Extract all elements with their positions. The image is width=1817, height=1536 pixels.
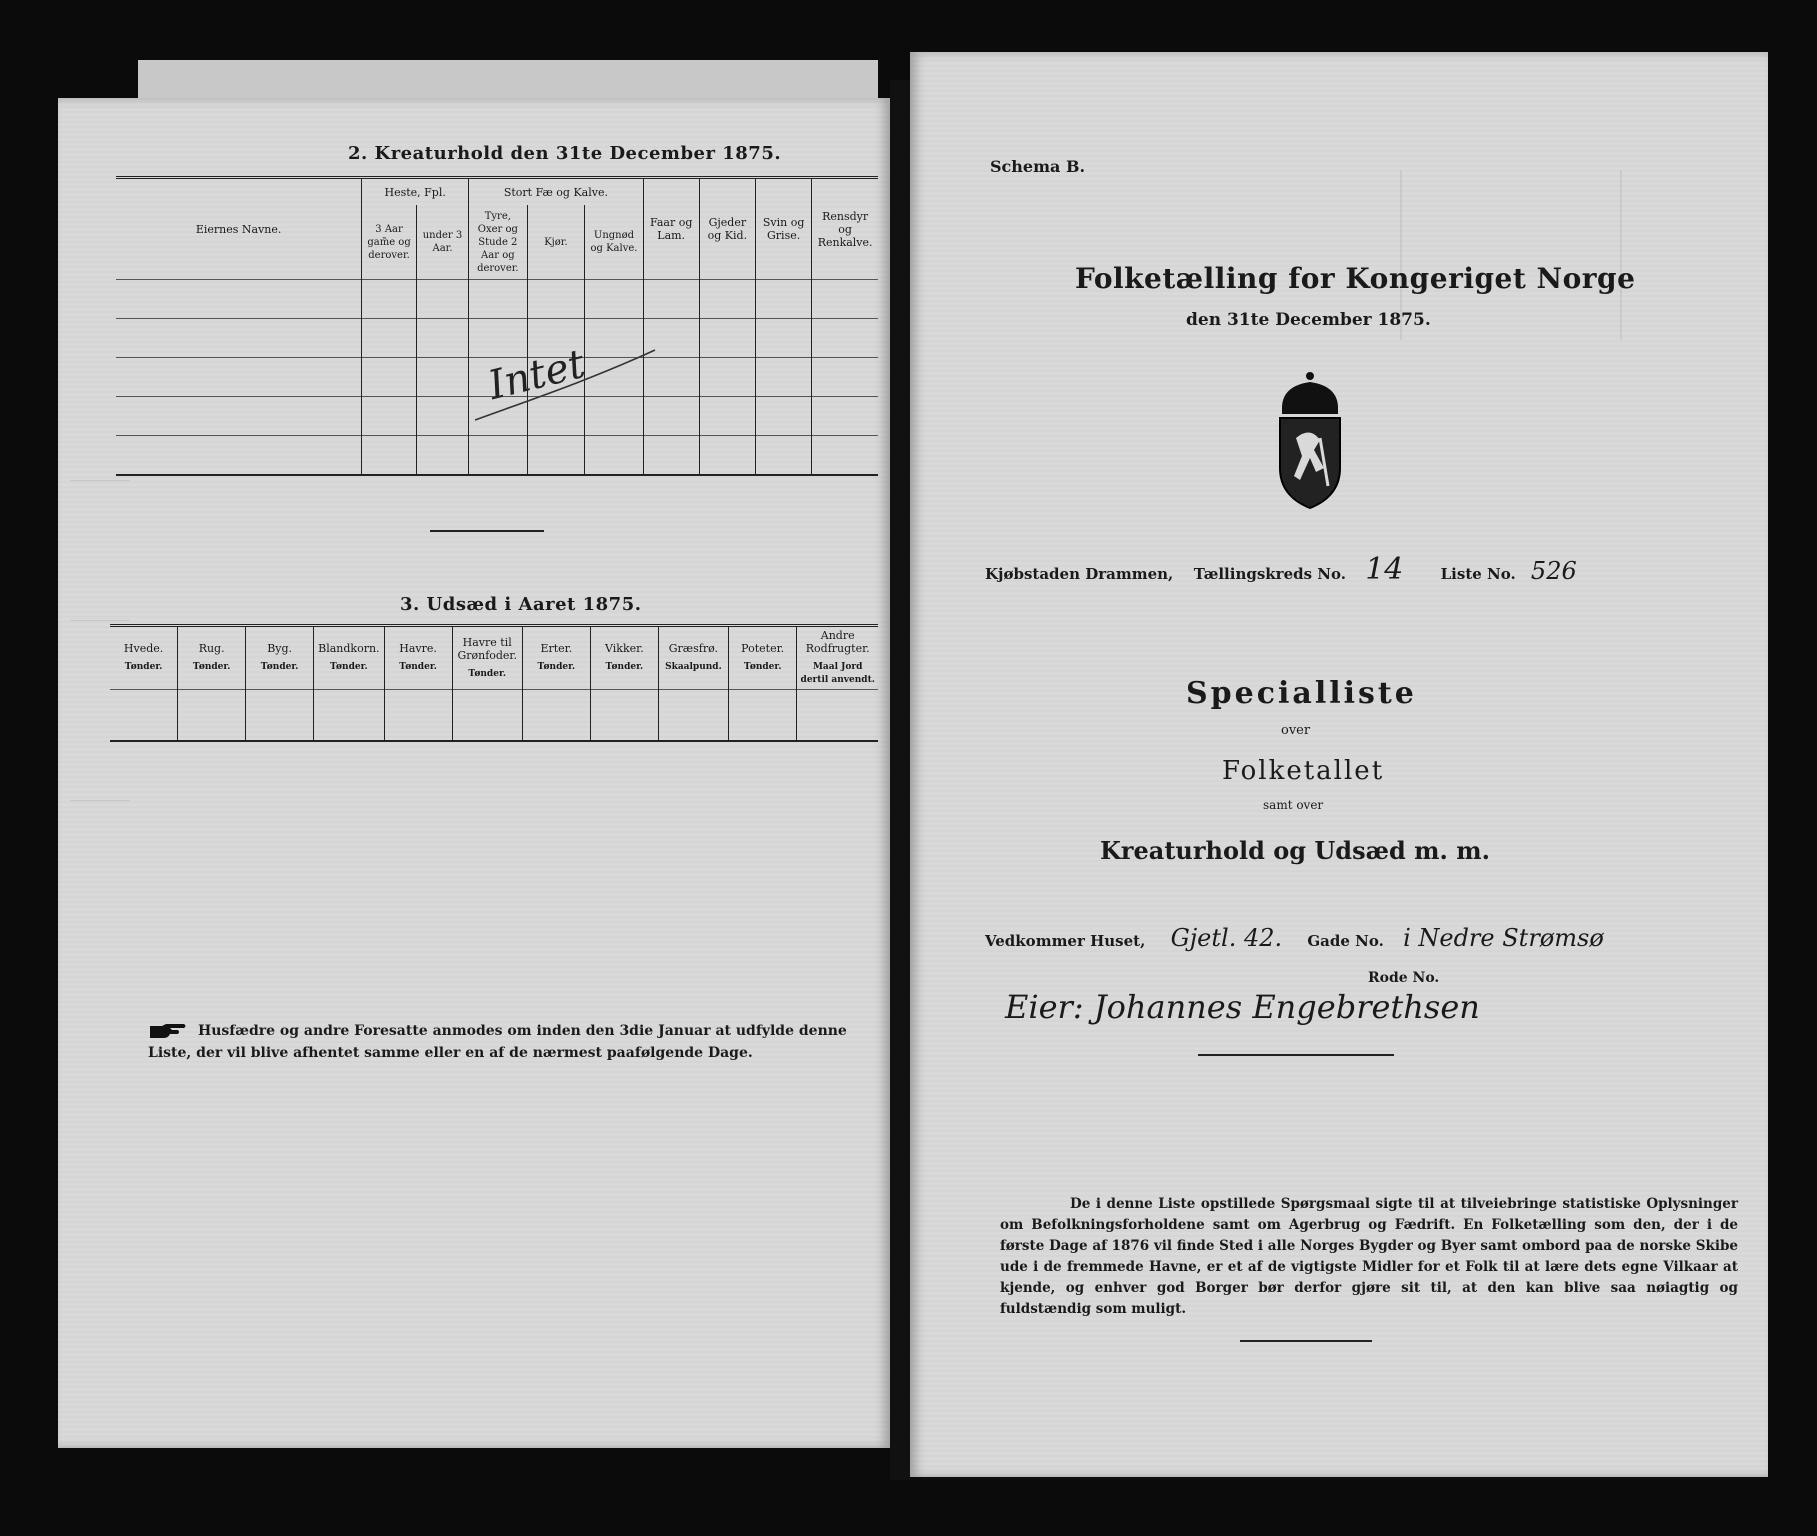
header-pigs: Svin og Grise.: [756, 178, 812, 280]
book-gutter: [890, 80, 910, 1480]
schema-label: Schema B.: [990, 157, 1086, 176]
seed-column-header: [797, 626, 878, 690]
header-reindeer: Rensdyr og Renkalve.: [812, 178, 878, 280]
seed-column-name: Vikker.: [605, 642, 644, 655]
seed-column-name: Poteter.: [741, 642, 785, 655]
seed-column-unit: Tønder.: [605, 662, 644, 672]
main-title: Folketælling for Kongeriget Norge: [1075, 262, 1636, 295]
handwritten-stroke: [470, 290, 670, 430]
seed-header-row: [110, 626, 878, 690]
seed-column-unit: Tønder.: [192, 662, 231, 672]
seed-column-unit: Tønder.: [124, 662, 163, 672]
seed-column-unit: Skaalpund.: [665, 662, 722, 672]
table-row: [110, 690, 878, 742]
seed-column-name: Græsfrø.: [668, 642, 719, 655]
header-horses-young: under 3 Aar.: [416, 205, 468, 280]
seed-column-header: [314, 626, 385, 690]
seed-empty-cell: [384, 690, 452, 742]
notice-text: [148, 1020, 868, 1064]
seed-column-header: [658, 626, 728, 690]
folketallet-heading: Folketallet: [1222, 756, 1385, 786]
seed-column-header: [384, 626, 452, 690]
section3-title: 3. Udsæd i Aaret 1875.: [400, 594, 642, 615]
title-date: den 31te December 1875.: [1186, 310, 1431, 330]
seed-column-unit: Tønder.: [330, 662, 368, 672]
separator-line: [1198, 1054, 1394, 1056]
house-value: Gjetl. 42.: [1170, 924, 1283, 952]
bleed-through-line: [70, 620, 130, 621]
list-value: 526: [1530, 557, 1577, 585]
gade-value: i Nedre Strømsø: [1403, 924, 1604, 952]
seed-column-name: Havre.: [399, 642, 437, 655]
special-list-heading: Specialliste: [1186, 676, 1417, 711]
seed-empty-cell: [110, 690, 178, 742]
seed-column-header: [110, 626, 178, 690]
seed-column-unit: Tønder.: [399, 662, 437, 672]
seed-column-name: Rug.: [198, 642, 225, 655]
seed-column-unit: Tønder.: [743, 662, 782, 672]
seed-empty-cell: [590, 690, 658, 742]
seed-column-name: Havre til Grønfoder.: [457, 635, 517, 662]
header-sheep: Faar og Lam.: [643, 178, 699, 280]
seed-table: [110, 624, 878, 742]
district-value: 14: [1365, 552, 1404, 587]
notice-body: Husfædre og andre Foresatte anmodes om inden den 3die Januar at udfylde denne Liste, der vil blive afhentet samme eller en af de nærmest paafølgende Dage.: [148, 1023, 847, 1061]
seed-column-header: [728, 626, 797, 690]
header-bulls: Tyre, Oxer og Stude 2 Aar og derover.: [469, 205, 527, 280]
seed-column-header: [246, 626, 314, 690]
header-goats: Gjeder og Kid.: [699, 178, 755, 280]
seed-column-unit: Maal Jord dertil anvendt.: [800, 662, 875, 685]
rode-label: Rode No.: [1368, 970, 1440, 986]
seed-column-name: Blandkorn.: [318, 642, 380, 655]
samt-over-text: samt over: [1263, 798, 1324, 812]
seed-column-header: [522, 626, 590, 690]
handwritten-entry-text: Intet: [483, 340, 590, 410]
seed-empty-cell: [246, 690, 314, 742]
table-row: [116, 436, 878, 476]
city-district-line: [985, 552, 1577, 587]
header-cattle: Stort Fæ og Kalve.: [469, 178, 644, 206]
gade-label: Gade No.: [1307, 932, 1384, 950]
seed-empty-cell: [452, 690, 522, 742]
seed-column-header: [178, 626, 246, 690]
separator-line: [430, 530, 544, 532]
bleed-through-line: [70, 480, 130, 481]
district-label: Tællingskreds No.: [1193, 565, 1346, 583]
separator-line: [1240, 1340, 1372, 1342]
house-label: Vedkommer Huset,: [985, 932, 1146, 950]
seed-column-unit: Tønder.: [260, 662, 299, 672]
bleed-through-line: [1620, 170, 1622, 340]
header-cows: Kjør.: [527, 205, 585, 280]
seed-column-name: Erter.: [540, 642, 573, 655]
header-horses-old: 3 Aar gam̃e og derover.: [362, 205, 417, 280]
coat-of-arms-icon: [1270, 368, 1350, 513]
seed-column-name: Byg.: [267, 642, 293, 655]
explanatory-paragraph: De i denne Liste opstillede Spørgsmaal sigte til at tilveiebringe statistiske Oplysninger om Befolkningsforholdene samt om Agerbrug og Fædrift. En Folketælling som den, der i de første Dage af 1876 vil finde Sted i alle Norges Bygder og Byer samt ombord paa de norske Skibe ude i de fremmede Havne, er et af de vigtigste Midler for et Folk til at lære dets egne Vilkaar at kjende, og enhver god Borger bør derfor gjøre sit til, at den kan blive saa nøiagtig og fuldstændig som muligt.: [1000, 1196, 1738, 1317]
city-label: Kjøbstaden Drammen,: [985, 565, 1174, 583]
header-horses: Heste, Fpl.: [362, 178, 469, 206]
bleed-through-line: [70, 800, 130, 801]
seed-column-name: Hvede.: [123, 642, 164, 655]
seed-column-name: Andre Rodfrugter.: [805, 629, 870, 655]
kreaturhold-heading: Kreaturhold og Udsæd m. m.: [1100, 836, 1490, 865]
seed-column-unit: Tønder.: [537, 662, 576, 672]
seed-column-header: [452, 626, 522, 690]
seed-empty-cell: [522, 690, 590, 742]
seed-empty-cell: [728, 690, 797, 742]
seed-empty-cell: [797, 690, 878, 742]
seed-empty-cell: [178, 690, 246, 742]
list-label: Liste No.: [1440, 565, 1516, 583]
house-line: [985, 924, 1604, 952]
header-young-cattle: Ungnød og Kalve.: [585, 205, 643, 280]
seed-column-unit: Tønder.: [468, 668, 507, 679]
seed-empty-cell: [658, 690, 728, 742]
section2-title: 2. Kreaturhold den 31te December 1875.: [348, 143, 782, 164]
header-owner-names: Eiernes Navne.: [116, 178, 362, 280]
seed-empty-cell: [314, 690, 385, 742]
seed-column-header: [590, 626, 658, 690]
owner-handwritten: Eier: Johannes Engebrethsen: [1005, 988, 1480, 1026]
over-text: over: [1281, 723, 1311, 738]
